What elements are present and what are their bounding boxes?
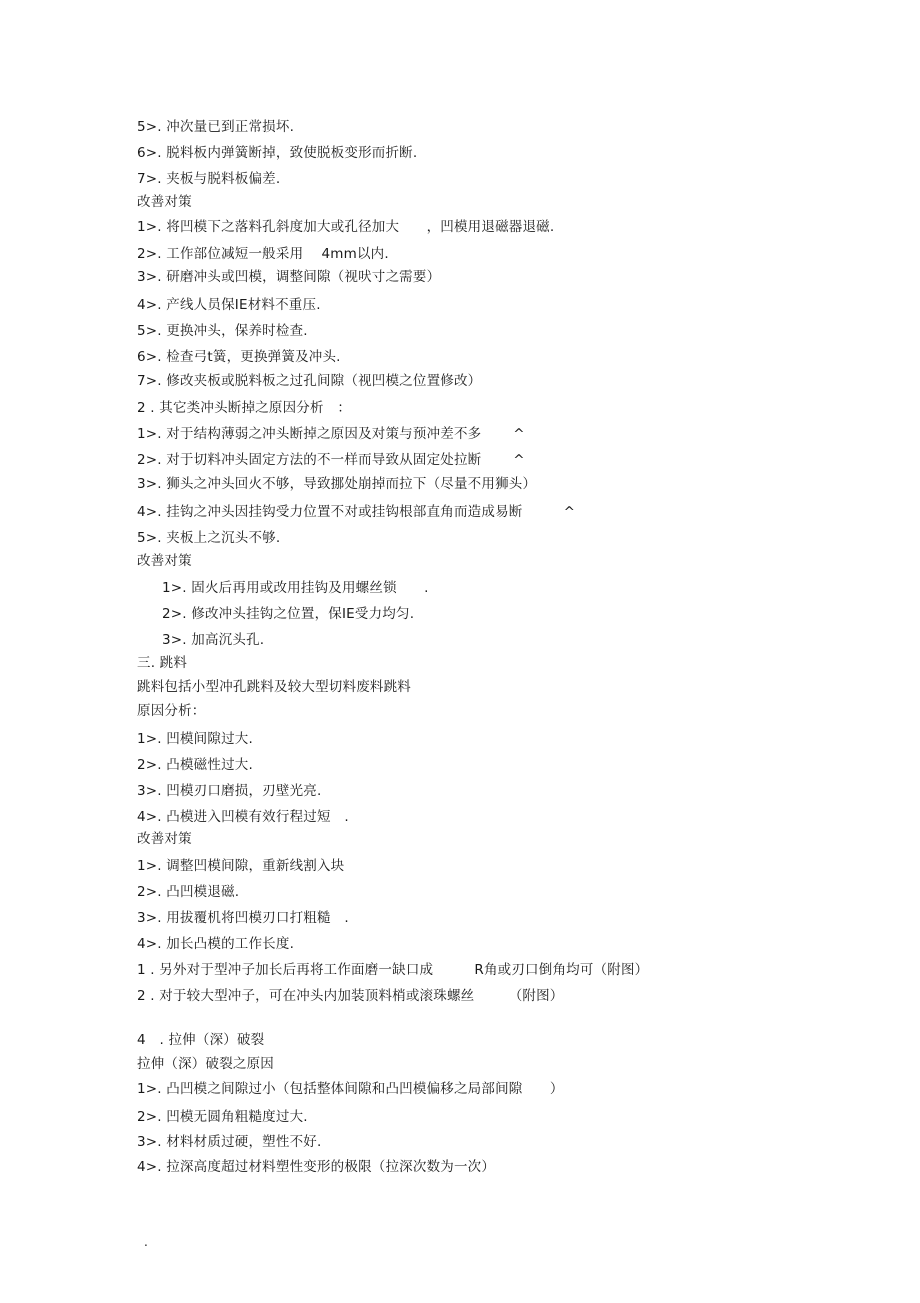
text-line: 2>. 凹模无圆角粗糙度过大.: [137, 1109, 308, 1125]
text-line: 4>. 拉深高度超过材料塑性变形的极限（拉深次数为一次）: [137, 1159, 496, 1175]
text-line: 1 . 另外对于型冲子加长后再将工作面磨一缺口成 R角或刃口倒角均可（附图）: [137, 962, 649, 978]
text-line: 6>. 检查弓t簧，更换弹簧及冲头.: [137, 349, 341, 365]
section-heading: 4 . 拉伸（深）破裂: [137, 1032, 265, 1048]
text-line: 5>. 更换冲头，保养时检查.: [137, 323, 308, 339]
text-line: 3>. 材料材质过硬，塑性不好.: [137, 1134, 322, 1150]
footer-mark: .: [144, 1235, 148, 1249]
text-line: 2 . 对于较大型冲子，可在冲头内加装顶料梢或滚珠螺丝 （附图）: [137, 988, 564, 1004]
text-line: 5>. 冲次量已到正常损坏.: [137, 119, 295, 135]
section-heading: 三. 跳料: [137, 655, 188, 671]
text-line: 1>. 对于结构薄弱之冲头断掉之原因及对策与预冲差不多 ^: [137, 426, 525, 442]
text-line: 2>. 对于切料冲头固定方法的不一样而导致从固定处拉断 ^: [137, 452, 525, 468]
text-line: 4>. 产线人员保IE材料不重压.: [137, 297, 321, 313]
text-line: 3>. 加高沉头孔.: [162, 632, 265, 648]
text-line: 跳料包括小型冲孔跳料及较大型切料废料跳料: [137, 679, 411, 695]
text-line: 4>. 凸模进入凹模有效行程过短 .: [137, 809, 349, 825]
section-heading: 2 . 其它类冲头断掉之原因分析 ：: [137, 400, 352, 416]
text-line: 3>. 用拔覆机将凹模刃口打粗糙 .: [137, 910, 349, 926]
section-heading: 改善对策: [137, 194, 192, 210]
text-line: 3>. 狮头之冲头回火不够，导致挪处崩掉而拉下（尽量不用狮头）: [137, 476, 537, 492]
text-line: 拉伸（深）破裂之原因: [137, 1056, 274, 1072]
text-line: 1>. 调整凹模间隙，重新线割入块: [137, 858, 345, 874]
section-heading: 改善对策: [137, 553, 192, 569]
text-line: 4>. 加长凸模的工作长度.: [137, 936, 295, 952]
text-line: 1>. 凹模间隙过大.: [137, 731, 253, 747]
text-line: 2>. 工作部位减短一般采用 4mm以内.: [137, 246, 389, 262]
text-line: 7>. 夹板与脱料板偏差.: [137, 171, 281, 187]
text-line: 2>. 凸模磁性过大.: [137, 757, 253, 773]
text-line: 1>. 固火后再用或改用挂钩及用螺丝锁 .: [162, 580, 429, 596]
text-line: 4>. 挂钩之冲头因挂钩受力位置不对或挂钩根部直角而造成易断 ^: [137, 504, 576, 520]
text-line: 5>. 夹板上之沉头不够.: [137, 530, 281, 546]
text-line: 1>. 将凹模下之落料孔斜度加大或孔径加大 ，凹模用退磁器退磁.: [137, 219, 555, 235]
text-line: 6>. 脱料板内弹簧断掉，致使脱板变形而折断.: [137, 145, 418, 161]
section-heading: 原因分析：: [137, 703, 206, 719]
section-heading: 改善对策: [137, 831, 192, 847]
text-line: 1>. 凸凹模之间隙过小（包括整体间隙和凸凹模偏移之局部间隙 ）: [137, 1081, 564, 1097]
text-line: 7>. 修改夹板或脱料板之过孔间隙（视凹模之位置修改）: [137, 373, 482, 389]
text-line: 2>. 凸凹模退磁.: [137, 884, 240, 900]
text-line: 3>. 研磨冲头或凹模，调整间隙（视吠寸之需要）: [137, 269, 441, 285]
text-line: 3>. 凹模刃口磨损，刃壁光亮.: [137, 783, 322, 799]
text-line: 2>. 修改冲头挂钩之位置，保IE受力均匀.: [162, 606, 415, 622]
